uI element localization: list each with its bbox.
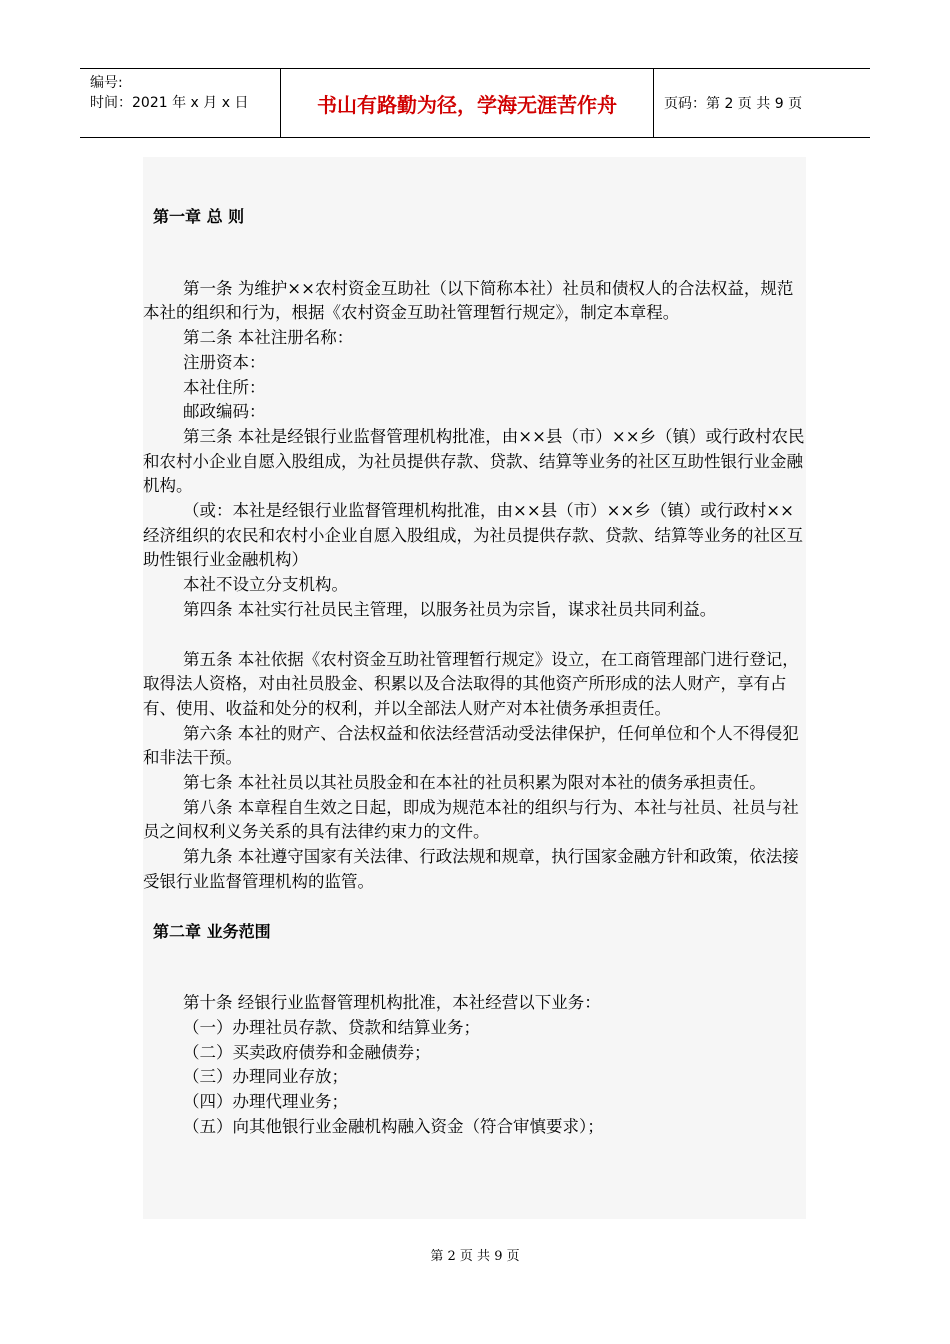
business-item-1: （一）办理社员存款、贷款和结算业务； <box>183 1017 480 1037</box>
article-5: 第五条 本社依据《农村资金互助社管理暂行规定》设立，在工商管理部门进行登记，取得法人资格，对由社员股金、积累以及合法取得的其他资产所形成的法人财产，享有占有、使用、收益和处分的权利，并以全部法人财产对本社债务承担责任。 <box>143 649 799 718</box>
article-8: 第八条 本章程自生效之日起，即成为规范本社的组织与行为、本社与社员、社员与社员之间权利义务关系的具有法律约束力的文件。 <box>143 797 799 842</box>
chapter-heading-1: 第一章 总 则 <box>153 207 245 226</box>
article-2: 第二条 本社注册名称： <box>183 328 354 348</box>
article-10: 第十条 经银行业监督管理机构批准，本社经营以下业务： <box>183 993 601 1013</box>
page-header <box>80 68 870 138</box>
business-item-4: （四）办理代理业务； <box>183 1092 348 1112</box>
page-footer: 第 2 页 共 9 页 <box>430 1249 520 1264</box>
business-item-2: （二）买卖政府债券和金融债券； <box>183 1042 431 1062</box>
number-label: 编号: <box>90 75 123 91</box>
date-label: 时间：2021 年 x 月 x 日 <box>90 95 249 111</box>
article-3: 第三条 本社是经银行业监督管理机构批准，由××县（市）××乡（镇）或行政村农民和农村小企业自愿入股组成，为社员提供存款、贷款、结算等业务的社区互助性银行业金融机构。 <box>143 426 805 496</box>
address: 本社住所： <box>183 377 266 397</box>
document-body <box>143 157 823 1140</box>
article-9: 第九条 本社遵守国家有关法律、行政法规和规章，执行国家金融方针和政策，依法接受银行业监督管理机构的监管。 <box>143 847 799 891</box>
header-meta <box>80 69 281 137</box>
article-3-alt: （或：本社是经银行业监督管理机构批准，由××县（市）××乡（镇）或行政村××经济组织的农民和农村小企业自愿入股组成，为社员提供存款、贷款、结算等业务的社区互助性银行业金融机构） <box>143 501 803 570</box>
chapter-heading-2: 第二章 业务范围 <box>153 921 271 941</box>
article-4: 第四条 本社实行社员民主管理，以服务社员为宗旨，谋求社员共同利益。 <box>183 599 717 619</box>
article-1: 第一条 为维护××农村资金互助社（以下简称本社）社员和债权人的合法权益，规范本社的组织和行为，根据《农村资金互助社管理暂行规定》，制定本章程。 <box>143 278 794 323</box>
header-page-label: 页码：第 2 页 共 9 页 <box>664 96 803 112</box>
business-item-3: （三）办理同业存放； <box>183 1067 348 1087</box>
business-item-5: （五）向其他银行业金融机构融入资金（符合审慎要求）； <box>183 1116 604 1136</box>
header-motto: 书山有路勤为径，学海无涯苦作舟 <box>281 69 654 137</box>
no-branches: 本社不设立分支机构。 <box>183 575 348 595</box>
postal-code: 邮政编码： <box>183 402 266 422</box>
registered-capital: 注册资本： <box>183 352 266 372</box>
article-6: 第六条 本社的财产、合法权益和依法经营活动受法律保护，任何单位和个人不得侵犯和非法干预。 <box>143 723 799 768</box>
article-7: 第七条 本社社员以其社员股金和在本社的社员积累为限对本社的债务承担责任。 <box>183 773 766 793</box>
